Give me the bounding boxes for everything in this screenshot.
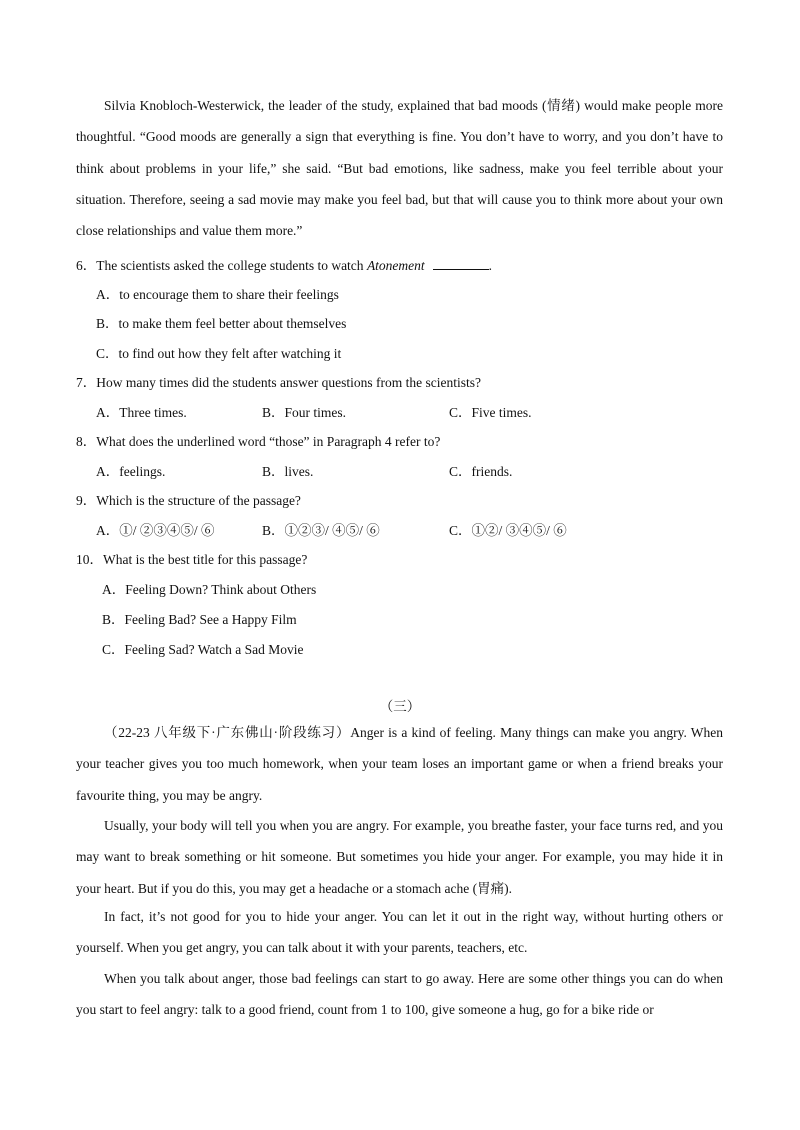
section3-paragraph-1: （22-23 八年级下·广东佛山·阶段练习）Anger is a kind of feeling. Many things can make you angry. When your teacher gives you too much homework, when your team loses an important game or when a friend breaks your favourite thing, you may be angry. [76,725,723,803]
question-7-stem: 7．How many times did the students answer questions from the scientists? [76,375,481,390]
question-8-option-c: C．friends. [449,464,513,479]
question-6-option-c: C．to find out how they felt after watching it [96,346,342,361]
answer-blank [433,257,489,270]
question-7-option-b: B．Four times. [262,405,347,420]
section3-paragraph-2: Usually, your body will tell you when you are angry. For example, you breathe faster, your face turns red, and you may want to break something or hit someone. But sometimes you hide your anger. For example, you may hide it in your heart. But if you do this, you may get a headache or a stomach ache (胃痛). [76,818,723,896]
question-7-option-a: A．Three times. [96,405,187,420]
question-8-option-a: A．feelings. [96,464,166,479]
question-9-stem: 9．Which is the structure of the passage? [76,493,301,508]
question-6-option-a: A．to encourage them to share their feelings [96,287,339,302]
passage-paragraph: Silvia Knobloch-Westerwick, the leader of the study, explained that bad moods (情绪) would make people more thoughtful. “Good moods are generally a sign that everything is fine. You don’t have to worry, and you don’t have to think about problems in your life,” she said. “But bad emotions, like sadness, make you feel terrible about your situation. Therefore, seeing a sad movie may make you feel bad, but that will cause you to think more about your own close relationships and value them more.” [76,98,723,239]
question-9-option-b: B．①②③/ ④⑤/ ⑥ [262,523,380,538]
section3-paragraph-3: In fact, it’s not good for you to hide your anger. You can let it out in the right way, without hurting others or yourself. When you get angry, you can talk about it with your parents, teachers, etc. [76,909,723,956]
question-7-option-c: C．Five times. [449,405,532,420]
question-9-option-c: C．①②/ ③④⑤/ ⑥ [449,523,567,538]
section-heading: （三） [379,699,421,714]
question-10-option-b: B．Feeling Bad? See a Happy Film [102,612,297,627]
question-10-option-a: A．Feeling Down? Think about Others [102,582,317,597]
section3-paragraph-4: When you talk about anger, those bad feelings can start to go away. Here are some other things you can do when you start to feel angry: talk to a good friend, count from 1 to 100, give someone a hug, go for a bike ride or [76,971,723,1018]
question-8-option-b: B．lives. [262,464,314,479]
question-6-end: . [488,258,493,273]
question-6-option-b: B．to make them feel better about themselves [96,316,347,331]
question-6-text: 6．The scientists asked the college students to watch [76,258,367,273]
question-10-stem: 10．What is the best title for this passage? [76,552,308,567]
question-6-stem [76,254,492,274]
question-10-option-c: C．Feeling Sad? Watch a Sad Movie [102,642,304,657]
question-9-option-a: A．①/ ②③④⑤/ ⑥ [96,523,215,538]
question-8-stem: 8．What does the underlined word “those” in Paragraph 4 refer to? [76,434,441,449]
question-6-title: Atonement [366,258,425,273]
